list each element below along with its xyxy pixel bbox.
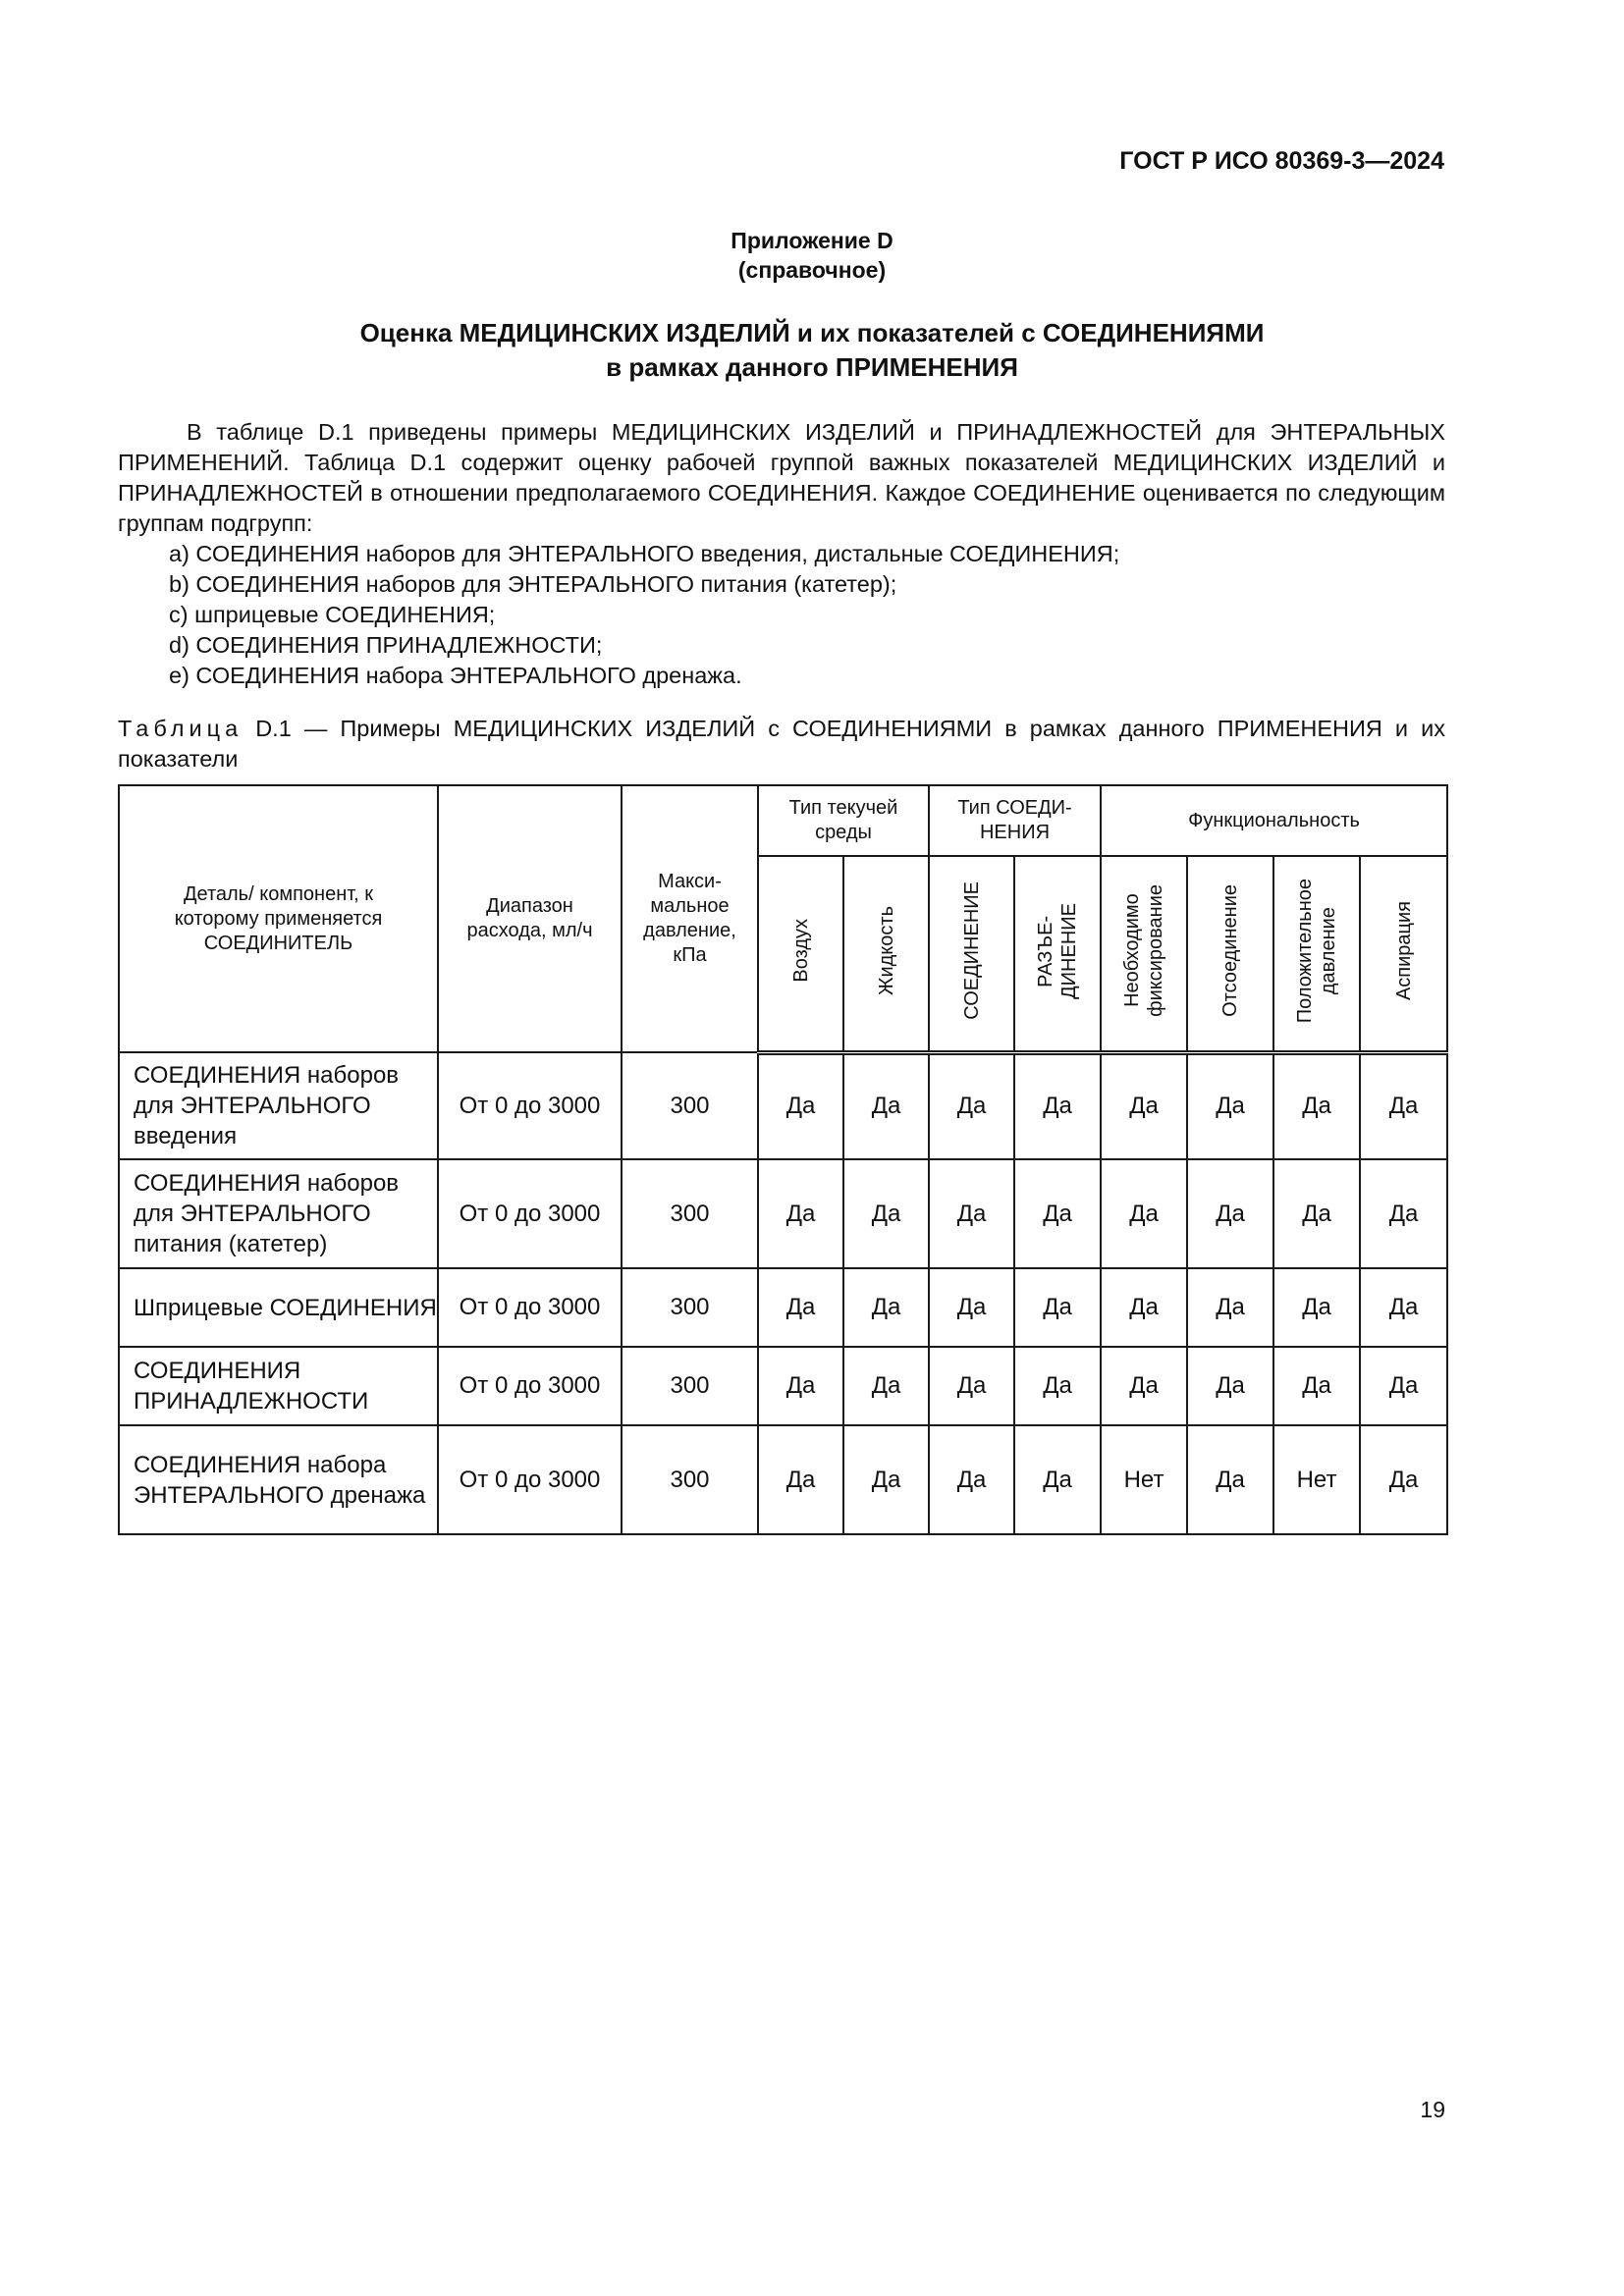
list-item: a) СОЕДИНЕНИЯ наборов для ЭНТЕРАЛЬНОГО введения, дистальные СОЕДИНЕНИЯ;: [169, 541, 1120, 566]
table-caption-label: Таблица: [118, 716, 244, 741]
cell-value: Да: [1014, 1268, 1101, 1347]
cell-value: Да: [1273, 1347, 1360, 1425]
header-liquid: Жидкость: [843, 856, 929, 1052]
cell-value: Да: [1014, 1425, 1101, 1534]
intro-paragraph: В таблице D.1 приведены примеры МЕДИЦИНСКИХ ИЗДЕЛИЙ и ПРИНАДЛЕЖНОСТЕЙ для ЭНТЕРАЛЬНЫХ ПРИМЕНЕНИЙ. Таблица D.1 содержит оценку рабочей группой важных показателей МЕДИЦИНСКИХ ИЗДЕЛИЙ и ПРИНАДЛЕЖНОСТЕЙ в отношении предполагаемого СОЕДИНЕНИЯ. Каждое СОЕДИНЕНИЕ оценивается по следующим группам подгрупп:: [118, 419, 1445, 536]
cell-value: Да: [1273, 1052, 1360, 1159]
cell-value: Нет: [1273, 1425, 1360, 1534]
cell-value: Да: [1187, 1052, 1273, 1159]
header-detach: Отсоединение: [1187, 856, 1273, 1052]
cell-pressure: 300: [622, 1347, 758, 1425]
cell-value: Да: [1187, 1159, 1273, 1268]
list-item: e) СОЕДИНЕНИЯ набора ЭНТЕРАЛЬНОГО дренажа.: [169, 663, 742, 688]
table-row: [119, 1268, 1447, 1347]
cell-pressure: 300: [622, 1159, 758, 1268]
cell-pressure: 300: [622, 1268, 758, 1347]
cell-flow: От 0 до 3000: [438, 1159, 622, 1268]
cell-value: Да: [1360, 1425, 1447, 1534]
cell-value: Да: [1101, 1268, 1187, 1347]
title-line-1: Оценка МЕДИЦИНСКИХ ИЗДЕЛИЙ и их показателей с СОЕДИНЕНИЯМИ: [359, 318, 1265, 347]
table-caption-text: D.1 — Примеры МЕДИЦИНСКИХ ИЗДЕЛИЙ с СОЕДИНЕНИЯМИ в рамках данного ПРИМЕНЕНИЯ и их показатели: [118, 716, 1445, 772]
cell-value: Да: [758, 1159, 843, 1268]
cell-value: Да: [1014, 1052, 1101, 1159]
cell-value: Да: [1360, 1268, 1447, 1347]
table-row: [119, 1159, 1447, 1268]
appendix-heading: [0, 226, 1624, 285]
header-air: Воздух: [758, 856, 843, 1052]
document-code: ГОСТ Р ИСО 80369-3—2024: [1119, 147, 1444, 175]
cell-value: Да: [1101, 1347, 1187, 1425]
header-fluid-type: Тип текучей среды: [758, 785, 929, 856]
cell-value: Да: [1101, 1052, 1187, 1159]
table-caption: [118, 714, 1445, 774]
header-functionality: Функциональность: [1101, 785, 1447, 856]
cell-value: Да: [929, 1268, 1014, 1347]
cell-value: Да: [843, 1268, 929, 1347]
table-row: [119, 1425, 1447, 1534]
cell-value: Да: [758, 1347, 843, 1425]
cell-value: Да: [1360, 1159, 1447, 1268]
cell-value: Да: [1014, 1347, 1101, 1425]
cell-value: Да: [843, 1052, 929, 1159]
row-label: Шприцевые СОЕДИНЕНИЯ: [119, 1268, 438, 1347]
row-label: СОЕДИНЕНИЯ ПРИНАДЛЕЖНОСТИ: [119, 1347, 438, 1425]
list-item: c) шприцевые СОЕДИНЕНИЯ;: [169, 602, 496, 627]
cell-value: Да: [1187, 1347, 1273, 1425]
cell-value: Да: [758, 1052, 843, 1159]
cell-value: Да: [758, 1425, 843, 1534]
page-number: 19: [1420, 2097, 1445, 2122]
cell-value: Да: [1014, 1159, 1101, 1268]
row-label: СОЕДИНЕНИЯ набора ЭНТЕРАЛЬНОГО дренажа: [119, 1425, 438, 1534]
cell-value: Да: [1360, 1347, 1447, 1425]
cell-flow: От 0 до 3000: [438, 1347, 622, 1425]
cell-value: Да: [929, 1159, 1014, 1268]
cell-value: Нет: [1101, 1425, 1187, 1534]
cell-flow: От 0 до 3000: [438, 1052, 622, 1159]
examples-table: [118, 784, 1448, 1535]
cell-pressure: 300: [622, 1425, 758, 1534]
list-item: d) СОЕДИНЕНИЯ ПРИНАДЛЕЖНОСТИ;: [169, 632, 603, 658]
row-label: СОЕДИНЕНИЯ наборов для ЭНТЕРАЛЬНОГО питания (катетер): [119, 1159, 438, 1268]
cell-value: Да: [1101, 1159, 1187, 1268]
cell-value: Да: [1187, 1425, 1273, 1534]
header-positive-pressure: Положительное давление: [1273, 856, 1360, 1052]
section-title: [0, 316, 1624, 385]
cell-value: Да: [843, 1425, 929, 1534]
table-row: [119, 1052, 1447, 1159]
subgroup-list: [169, 539, 1119, 691]
title-line-2: в рамках данного ПРИМЕНЕНИЯ: [606, 352, 1018, 382]
row-label: СОЕДИНЕНИЯ наборов для ЭНТЕРАЛЬНОГО введения: [119, 1052, 438, 1159]
cell-flow: От 0 до 3000: [438, 1268, 622, 1347]
list-item: b) СОЕДИНЕНИЯ наборов для ЭНТЕРАЛЬНОГО питания (катетер);: [169, 571, 897, 597]
cell-value: Да: [758, 1268, 843, 1347]
cell-value: Да: [1273, 1268, 1360, 1347]
cell-value: Да: [929, 1425, 1014, 1534]
cell-value: Да: [1187, 1268, 1273, 1347]
cell-value: Да: [843, 1347, 929, 1425]
header-disconnect: РАЗЪЕ- ДИНЕНИЕ: [1014, 856, 1101, 1052]
cell-value: Да: [1360, 1052, 1447, 1159]
cell-value: Да: [1273, 1159, 1360, 1268]
header-fixation: Необходимо фиксирование: [1101, 856, 1187, 1052]
cell-value: Да: [929, 1347, 1014, 1425]
cell-flow: От 0 до 3000: [438, 1425, 622, 1534]
cell-pressure: 300: [622, 1052, 758, 1159]
header-flow: Диапазон расхода, мл/ч: [438, 785, 622, 1052]
appendix-label: Приложение D: [731, 228, 893, 253]
cell-value: Да: [929, 1052, 1014, 1159]
header-pressure: Макси-мальное давление, кПа: [622, 785, 758, 1052]
header-connection-type: Тип СОЕДИ-НЕНИЯ: [929, 785, 1101, 856]
table-row: [119, 1347, 1447, 1425]
header-aspiration: Аспирация: [1360, 856, 1447, 1052]
appendix-type: (справочное): [737, 257, 887, 283]
header-connect: СОЕДИНЕНИЕ: [929, 856, 1014, 1052]
header-part: Деталь/ компонент, к которому применяется СОЕДИНИТЕЛЬ: [119, 785, 438, 1052]
cell-value: Да: [843, 1159, 929, 1268]
